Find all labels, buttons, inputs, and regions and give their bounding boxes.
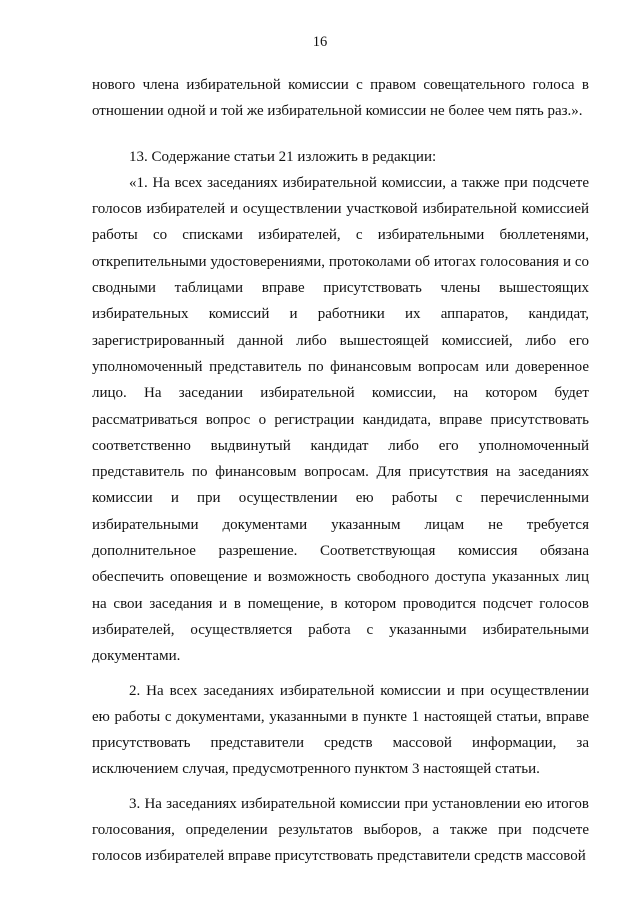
- paragraph-article-21-point-2: 2. На всех заседаниях избирательной комиссии и при осуществлении ею работы с документами, указанными в пункте 1 настоящей статьи, вправе присутствовать представители средств массовой информации, за исключением случая, предусмотренного пунктом 3 настоящей статьи.: [92, 682, 589, 778]
- paragraph-continuation: нового члена избирательной комиссии с правом совещательного голоса в отношении одной и той же избирательной комиссии не более чем пять раз.».: [92, 77, 589, 120]
- paragraph-article-21-point-1: «1. На всех заседаниях избирательной комиссии, а также при подсчете голосов избирателей и осуществлении участковой избирательной комиссией работы со списками избирателей, с избирательными бюллетенями, открепительными удостоверениями, протоколами об итогах голосования и со сводными таблицами вправе присутствовать члены вышестоящих избирательных комиссий и работники их аппаратов, кандидат, зарегистрированный данной либо вышестоящей комиссией, либо его уполномоченный представитель по финансовым вопросам или доверенное лицо. На заседании избирательной комиссии, на котором будет рассматриваться вопрос о регистрации кандидата, вправе присутствовать соответственно выдвинутый кандидат либо его уполномоченный представитель по финансовым вопросам. Для присутствия на заседаниях комиссии и при осуществлении ею работы с перечисленными избирательными документами указанным лицам не требуется дополнительное разрешение. Соответствующая комиссия обязана обеспечить оповещение и возможность свободного доступа указанных лиц на свои заседания и в помещение, в котором проводится подсчет голосов избирателей, осуществляется работа с указанными избирательными документами.: [92, 174, 589, 665]
- paragraph-amendment-13: 13. Содержание статьи 21 изложить в редакции:: [129, 148, 437, 165]
- paragraph-article-21-point-3: 3. На заседаниях избирательной комиссии при установлении ею итогов голосования, определении результатов выборов, а также при подсчете голосов избирателей вправе присутствовать представители средств массовой: [92, 795, 589, 865]
- page-number: 16: [312, 34, 328, 50]
- document-body: [92, 72, 589, 870]
